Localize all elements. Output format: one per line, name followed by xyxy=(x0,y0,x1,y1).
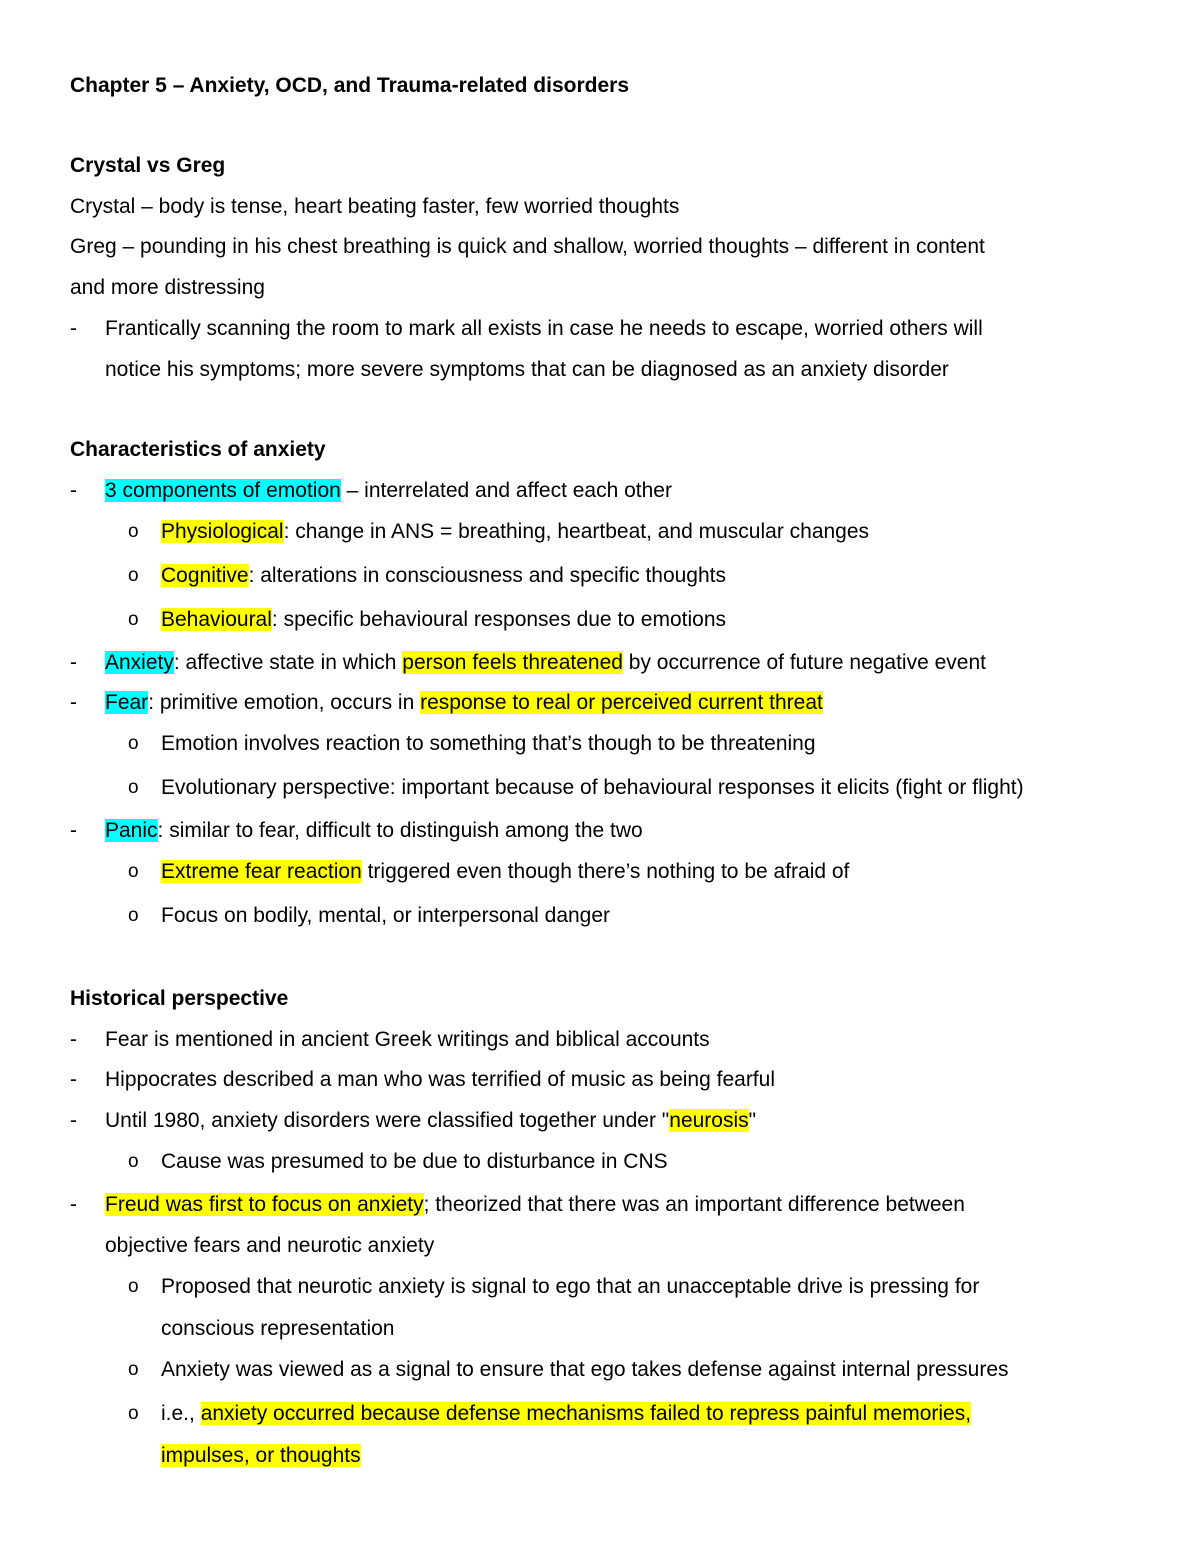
highlight-cyan: Anxiety xyxy=(105,651,174,674)
section-heading: Crystal vs Greg xyxy=(70,154,226,177)
highlight-cyan: 3 components of emotion xyxy=(105,479,341,502)
dash-bullet: - xyxy=(70,651,77,674)
page-title: Chapter 5 – Anxiety, OCD, and Trauma-related disorders xyxy=(70,74,629,97)
circle-bullet: o xyxy=(128,1151,139,1172)
section-heading: Characteristics of anxiety xyxy=(70,438,326,461)
paragraph-line: Crystal – body is tense, heart beating faster, few worried thoughts xyxy=(70,195,680,218)
highlight-yellow: Behavioural xyxy=(161,608,272,631)
circle-bullet: o xyxy=(128,565,139,586)
highlight-yellow: Cognitive xyxy=(161,564,249,587)
circle-bullet: o xyxy=(128,905,139,926)
section-heading: Historical perspective xyxy=(70,987,289,1010)
paragraph-line: and more distressing xyxy=(70,276,265,299)
dash-bullet: - xyxy=(70,479,77,502)
dash-bullet: - xyxy=(70,819,77,842)
highlight-yellow: Physiological xyxy=(161,520,284,543)
circle-bullet: o xyxy=(128,733,139,754)
circle-bullet: o xyxy=(128,1403,139,1424)
highlight-yellow: neurosis xyxy=(669,1109,749,1132)
highlight-yellow: impulses, or thoughts xyxy=(161,1444,361,1467)
highlight-yellow: Extreme fear reaction xyxy=(161,860,362,883)
dash-bullet: - xyxy=(70,1068,77,1091)
dash-bullet: - xyxy=(70,1193,77,1216)
dash-bullet: - xyxy=(70,317,77,340)
circle-bullet: o xyxy=(128,861,139,882)
highlight-cyan: Panic xyxy=(105,819,158,842)
circle-bullet: o xyxy=(128,1276,139,1297)
dash-bullet: - xyxy=(70,1109,77,1132)
circle-bullet: o xyxy=(128,1359,139,1380)
dash-bullet: - xyxy=(70,691,77,714)
highlight-cyan: Fear xyxy=(105,691,149,714)
circle-bullet: o xyxy=(128,777,139,798)
circle-bullet: o xyxy=(128,521,139,542)
circle-bullet: o xyxy=(128,609,139,630)
highlight-yellow: Freud was first to focus on anxiety xyxy=(105,1193,424,1216)
dash-bullet: - xyxy=(70,1028,77,1051)
paragraph-line: Greg – pounding in his chest breathing is quick and shallow, worried thoughts – different in content xyxy=(70,235,985,258)
highlight-yellow: response to real or perceived current threat xyxy=(420,691,823,714)
highlight-yellow: person feels threatened xyxy=(402,651,623,674)
highlight-yellow: anxiety occurred because defense mechanisms failed to repress painful memories, xyxy=(200,1402,972,1425)
